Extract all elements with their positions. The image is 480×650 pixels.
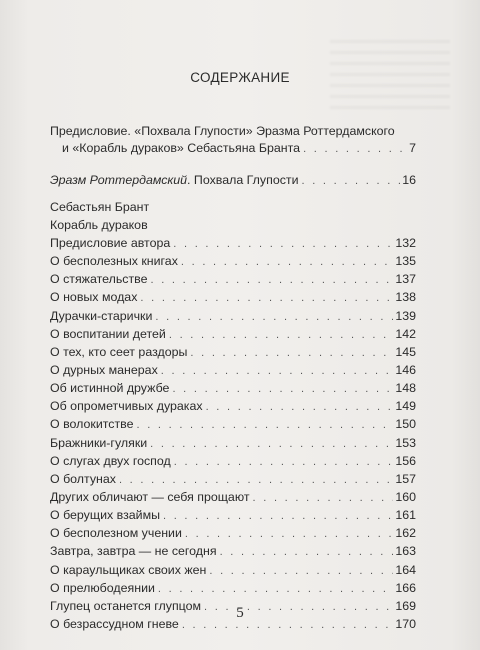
- page-number: 166: [395, 580, 416, 595]
- entry-title: О прелюбодеянии: [50, 580, 155, 595]
- entry-title: Глупец останется глупцом: [50, 598, 202, 613]
- leader-dots: [155, 311, 393, 323]
- leader-dots: [174, 456, 394, 468]
- toc-entry[interactable]: [50, 490, 416, 508]
- leader-dots: [209, 565, 393, 577]
- entry-title: О слугах двух господ: [50, 453, 171, 468]
- leader-dots: [190, 347, 393, 359]
- leader-dots: [172, 383, 393, 395]
- entry-title: Предисловие автора: [50, 236, 171, 250]
- leader-dots: [163, 510, 393, 522]
- toc-entry[interactable]: [50, 454, 416, 472]
- leader-dots: [220, 546, 394, 558]
- page-number: 157: [395, 471, 416, 486]
- toc-entry[interactable]: [50, 254, 416, 272]
- toc-entry[interactable]: [50, 309, 416, 327]
- page-number: 148: [395, 381, 416, 396]
- page-number: 142: [395, 326, 416, 341]
- leader-dots: [302, 173, 401, 190]
- entry-title: О дурных манерах: [50, 362, 158, 377]
- entry-title: Об опрометчивых дураках: [50, 399, 203, 414]
- page-number: 16: [402, 173, 416, 187]
- page-number: 161: [395, 508, 416, 523]
- toc-entry[interactable]: [50, 363, 416, 381]
- entry-title: О тех, кто сеет раздоры: [50, 344, 188, 359]
- leader-dots: [161, 365, 394, 377]
- page-number: 156: [395, 453, 416, 468]
- entry-title: О караульщиках своих жен: [50, 562, 207, 577]
- entry-title: Завтра, завтра — не сегодня: [50, 544, 217, 559]
- entry-title: Бражники-гуляки: [50, 435, 148, 450]
- entry-title: . Похвала Глупости: [187, 173, 299, 187]
- leader-dots: [119, 474, 393, 486]
- leader-dots: [150, 274, 393, 286]
- toc-entry[interactable]: [50, 327, 416, 345]
- entry-author: Эразм Роттердамский: [50, 173, 188, 187]
- toc-entry[interactable]: [50, 417, 416, 435]
- toc-entry[interactable]: [50, 399, 416, 417]
- page-number: 132: [395, 236, 416, 250]
- leader-dots: [185, 528, 393, 540]
- leader-dots: [150, 438, 393, 450]
- entry-title: О безрассудном гневе: [50, 616, 179, 631]
- page-number: 153: [395, 435, 416, 450]
- leader-dots: [303, 141, 407, 158]
- toc-entry[interactable]: [50, 472, 416, 490]
- leader-dots: [140, 292, 393, 304]
- entry-title: Об истинной дружбе: [50, 381, 170, 396]
- page-number: 162: [395, 526, 416, 541]
- page-folio: 5: [236, 605, 244, 621]
- toc-entry[interactable]: [50, 526, 416, 544]
- entry-title: О бесполезных книгах: [50, 254, 178, 269]
- page-number: 163: [395, 544, 416, 559]
- entry-title: О волокитстве: [50, 417, 134, 432]
- leader-dots: [137, 419, 394, 431]
- leader-dots: [181, 256, 393, 268]
- toc-entry[interactable]: [50, 345, 416, 363]
- page-number: 149: [395, 399, 416, 414]
- toc-entry-erasmus[interactable]: [50, 172, 416, 190]
- page-title: СОДЕРЖАНИЕ: [190, 70, 290, 85]
- toc-entry[interactable]: [50, 290, 416, 308]
- page-number: 7: [409, 141, 416, 155]
- entry-title: О бесполезном учении: [50, 526, 182, 541]
- page-number: 150: [395, 417, 416, 432]
- leader-dots: [169, 329, 393, 341]
- entry-title: О берущих взаймы: [50, 508, 160, 523]
- entry-title: О новых модах: [50, 290, 138, 305]
- toc-entry-preface[interactable]: [50, 123, 416, 158]
- page-number: 138: [395, 290, 416, 305]
- page-number: 170: [395, 616, 416, 631]
- page-number: 164: [395, 562, 416, 577]
- leader-dots: [173, 238, 393, 250]
- page-number: 146: [395, 362, 416, 377]
- entry-title: Дурачки-старички: [50, 308, 153, 323]
- preface-line-2: и «Корабль дураков» Себастьяна Бранта: [62, 141, 301, 155]
- entry-title: О стяжательстве: [50, 272, 148, 287]
- page-number: 135: [395, 254, 416, 269]
- toc-entry[interactable]: [50, 508, 416, 526]
- toc-entry[interactable]: [50, 236, 416, 254]
- toc-entry[interactable]: [50, 272, 416, 290]
- leader-dots: [253, 492, 394, 504]
- page-number: 145: [395, 344, 416, 359]
- entry-title: О болтунах: [50, 471, 116, 486]
- toc-entry[interactable]: [50, 381, 416, 399]
- page-number: 137: [395, 272, 416, 287]
- page-number: 160: [395, 489, 416, 504]
- leader-dots: [158, 583, 393, 595]
- preface-line-1: Предисловие. «Похвала Глупости» Эразма Роттердамского: [50, 124, 395, 138]
- toc-entry[interactable]: [50, 563, 416, 581]
- page-number: 169: [395, 598, 416, 613]
- toc-entry[interactable]: [50, 436, 416, 454]
- leader-dots: [206, 401, 394, 413]
- section-author: Себастьян Брант: [50, 200, 150, 214]
- page-number: 139: [395, 308, 416, 323]
- toc-entry[interactable]: [50, 544, 416, 562]
- entry-title: О воспитании детей: [50, 326, 166, 341]
- toc-entry[interactable]: [50, 581, 416, 599]
- toc-list: [50, 236, 416, 635]
- entry-title: Других обличают — себя прощают: [50, 489, 250, 504]
- section-work-title: Корабль дураков: [50, 218, 148, 232]
